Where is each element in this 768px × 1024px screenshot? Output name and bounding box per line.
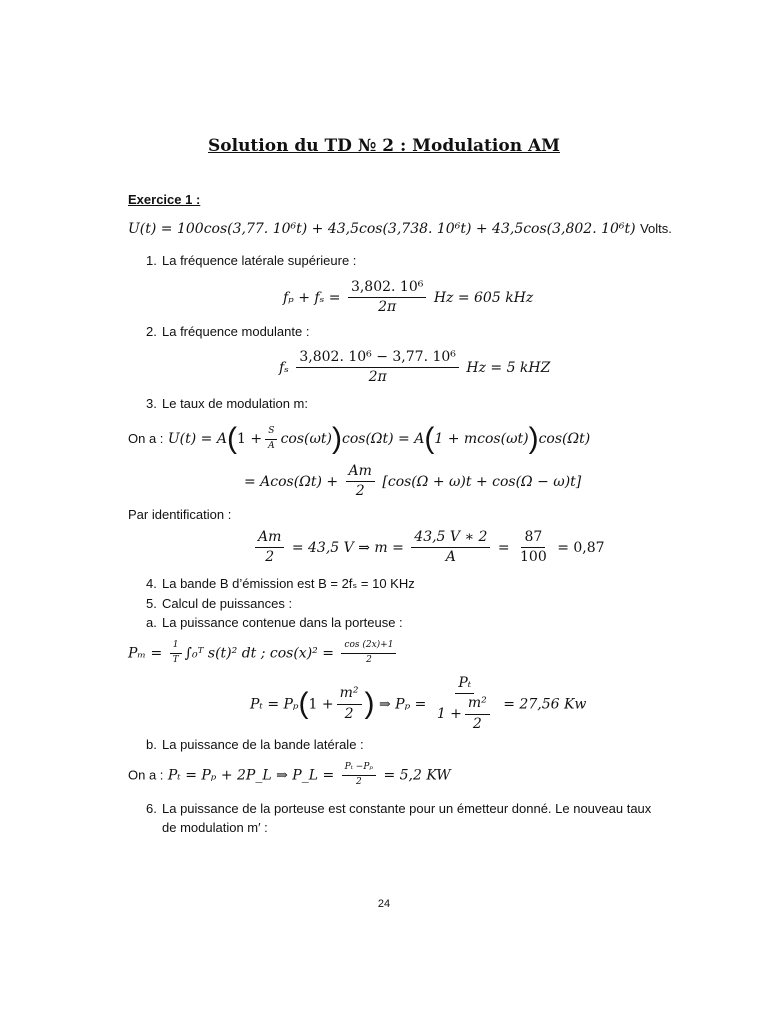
exercise-label: Exercice 1 : — [128, 192, 201, 207]
list-item: 4. La bande B d’émission est B = 2fₛ = 10 KHz — [146, 576, 415, 591]
list-item: 3. Le taux de modulation m: — [146, 396, 308, 411]
equation-carrier-power: Pₜ = Pₚ(1 + $\frac{\text{m²}}{2}$ ) ⇒ Pₚ = Pₜ 1 + $\frac{\text{m²}}{2}$ = 27,56 Kw — [250, 675, 587, 732]
list-item: 2. La fréquence modulante : — [146, 324, 310, 339]
equation-expansion: = Acos(Ωt) + $\frac{Am}{2}$ [cos(Ω + ω)t + cos(Ω − ω)t] — [244, 463, 582, 500]
list-item: 5. Calcul de puissances : — [146, 596, 293, 611]
equation-modulation-index: $\frac{Am}{2}$ = 43,5 V ⇒ m = $\frac{43,5 V ∗ 2}{A}$ = $\frac{87}{100}$ = 0,87 — [252, 530, 605, 566]
list-item: 1. La fréquence latérale supérieure : — [146, 253, 357, 268]
equation-mean-power: Pₘ = $\frac{1}{T}$ ∫₀ᵀ s(t)² dt ; cos(x)² = $\frac{\cos (2x)+1}{2}$ — [128, 641, 399, 666]
page-number: 24 — [377, 898, 391, 910]
list-item: b. La puissance de la bande latérale : — [146, 737, 364, 752]
equation-modulation-signal: On a : U(t) = A(1 + $\frac{S}{A}$ cos(ωt))cos(Ωt) = A(1 + mcos(ωt))cos(Ωt) — [128, 422, 591, 455]
list-item: a. La puissance contenue dans la porteuse : — [146, 615, 403, 630]
list-item-continuation: de modulation m′ : — [162, 820, 268, 835]
equation-sideband-power: On a : Pₜ = Pₚ + 2P_L ⇒ P_L = $\frac{\text{Pₜ −Pₚ}}{2}$ = 5,2 KW — [128, 762, 451, 787]
signal-equation: U(t) = 100cos(3,77. 10⁶t) + 43,5cos(3,738. 10⁶t) + 43,5cos(3,802. 10⁶t) Volts. — [128, 221, 672, 237]
equation-upper-frequency: fₚ + fₛ = $\frac{\text{3,802. 10⁶}}{2\pi}$ Hz = 605 kHz — [283, 279, 534, 316]
identification-label: Par identification : — [128, 507, 232, 522]
equation-modulating-frequency: fₛ $\frac{\text{3,802. 10⁶ − 3,77. 10⁶}}{2\pi}$ Hz = 5 kHZ — [279, 349, 551, 386]
page-title: Solution du TD № 2 : Modulation AM — [208, 136, 560, 156]
list-item: 6. La puissance de la porteuse est constante pour un émetteur donné. Le nouveau taux — [146, 801, 652, 816]
